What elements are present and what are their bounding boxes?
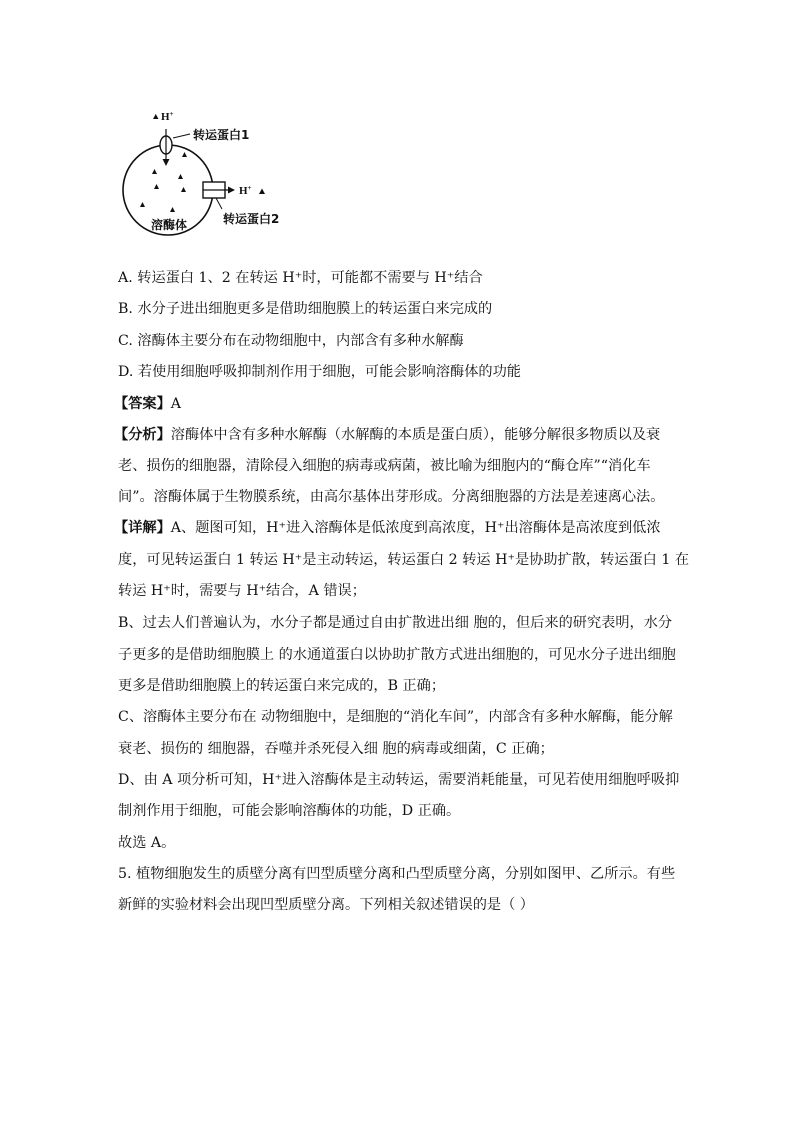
arrow-down-icon: [163, 159, 170, 166]
analysis-label: 【分析】: [114, 427, 171, 443]
detail-label: 【详解】: [114, 520, 171, 536]
h-right-label: H+: [239, 184, 252, 197]
arrow-right-icon: [228, 187, 235, 194]
answer-line: [114, 394, 181, 414]
h-ion-triangle-icon: [259, 189, 265, 195]
option-b: B. 水分子进出细胞更多是借助细胞膜上的转运蛋白来完成的: [118, 301, 493, 317]
analysis-text: 老、损伤的细胞器，清除侵入细胞的病毒或病菌，被比喻为细胞内的“酶仓库”“消化车: [118, 458, 651, 474]
option-a: A. 转运蛋白 1、2 在转运 H⁺时，可能都不需要与 H⁺结合: [118, 270, 483, 286]
transporter-2-label: 转运蛋白2: [223, 212, 280, 226]
question-5-text: 新鲜的实验材料会出现凹型质壁分离。下列相关叙述错误的是（ ）: [118, 897, 534, 913]
detail-line: [114, 518, 661, 538]
analysis-line: [114, 425, 660, 445]
detail-text: 衰老、损伤的 细胞器，吞噬并杀死侵入细 胞的病毒或细菌，C 正确；: [118, 741, 554, 757]
transporter-1-label: 转运蛋白1: [193, 128, 250, 142]
detail-text: 度，可见转运蛋白 1 转运 H⁺是主动转运，转运蛋白 2 转运 H⁺是协助扩散，转运蛋白 1 在: [118, 552, 690, 568]
detail-text: 制剂作用于细胞，可能会影响溶酶体的功能，D 正确。: [118, 803, 461, 819]
option-d: D. 若使用细胞呼吸抑制剂作用于细胞，可能会影响溶酶体的功能: [118, 364, 521, 380]
detail-text: B、过去人们普遍认为，水分子都是通过自由扩散进出细 胞的，但后来的研究表明，水分: [118, 615, 673, 631]
question-5-text: 5. 植物细胞发生的质壁分离有凹型质壁分离和凸型质壁分离，分别如图甲、乙所示。有些: [118, 866, 676, 882]
conclusion-text: 故选 A。: [118, 835, 176, 851]
analysis-text: 溶酶体中含有多种水解酶（水解酶的本质是蛋白质），能够分解很多物质以及衰: [170, 427, 661, 443]
answer-value: A: [170, 396, 182, 412]
lysosome-label: 溶酶体: [151, 218, 188, 232]
h-top-label: H+: [161, 110, 174, 123]
analysis-text: 间”。溶酶体属于生物膜系统，由高尔基体出芽形成。分离细胞器的方法是差速离心法。: [118, 489, 665, 505]
h-ion-triangle-icon: [153, 114, 159, 119]
detail-text: A、题图可知，H⁺进入溶酶体是低浓度到高浓度，H⁺出溶酶体是高浓度到低浓: [170, 520, 661, 536]
detail-text: 转运 H⁺时，需要与 H⁺结合，A 错误；: [118, 583, 366, 599]
detail-text: 更多是借助细胞膜上的转运蛋白来完成的，B 正确；: [118, 678, 446, 694]
detail-text: 子更多的是借助细胞膜上 的水通道蛋白以协助扩散方式进出细胞的，可见水分子进出细胞: [118, 647, 676, 663]
answer-label: 【答案】: [114, 396, 171, 412]
detail-text: D、由 A 项分析可知，H⁺进入溶酶体是主动转运，需要消耗能量，可见若使用细胞呼吸抑: [118, 772, 680, 788]
detail-text: C、溶酶体主要分布在 动物细胞中，是细胞的“消化车间”，内部含有多种水解酶，能分解: [118, 709, 673, 725]
option-c: C. 溶酶体主要分布在动物细胞中，内部含有多种水解酶: [118, 333, 464, 349]
lysosome-diagram: [118, 105, 298, 255]
